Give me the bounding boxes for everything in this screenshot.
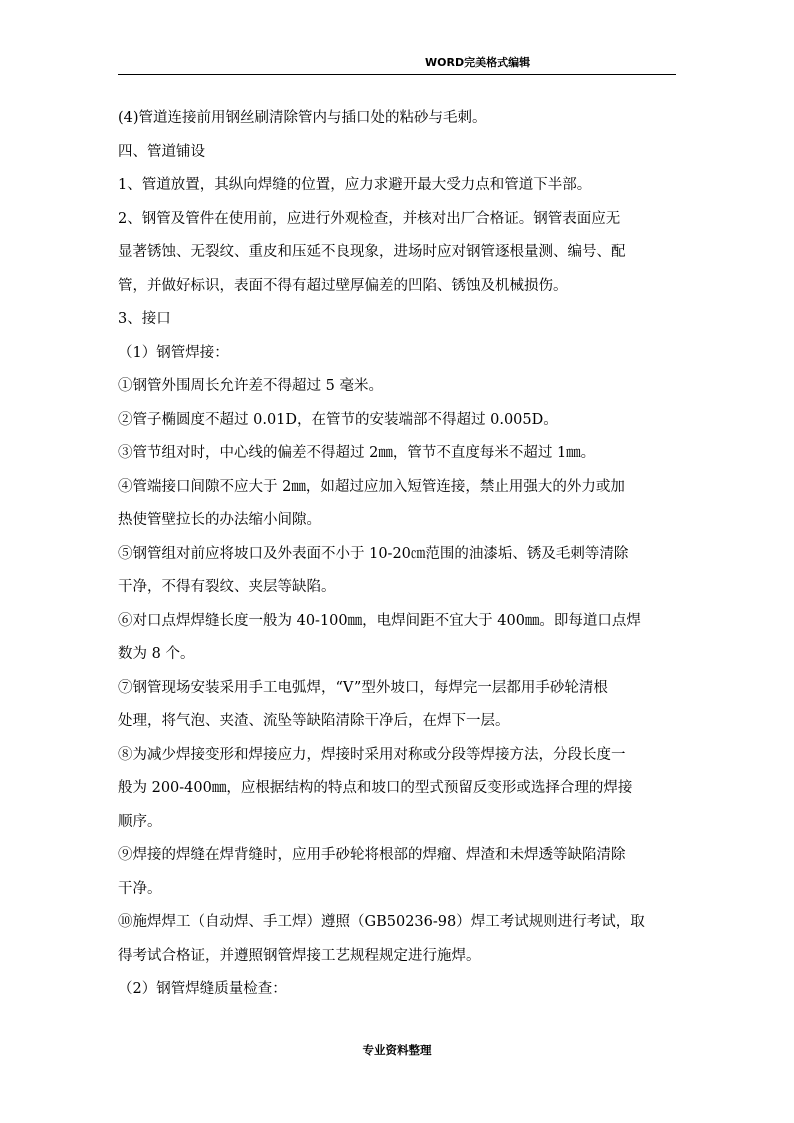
section-heading-pipe-laying: 四、管道铺设 [118, 143, 205, 160]
list-item-10: ⑩施焊焊工（自动焊、手工焊）遵照（GB50236-98）焊工考试规则进行考试，取 得考试合格证，并遵照钢管焊接工艺规程规定进行施焊。 [118, 914, 645, 964]
header-title: WORD完美格式编辑 [425, 56, 531, 69]
paragraph-pipe-placement: 1、管道放置，其纵向焊缝的位置，应力求避开最大受力点和管道下半部。 [118, 177, 592, 193]
list-item-5: ⑤钢管组对前应将坡口及外表面不小于 10-20㎝范围的油漆垢、锈及毛刺等清除 干净，不得有裂纹、夹层等缺陷。 [118, 545, 629, 595]
list-item-2: ②管子椭圆度不超过 0.01D，在管节的安装端部不得超过 0.005D。 [118, 411, 558, 428]
document-body [118, 102, 678, 1007]
subheading-welding: （1）钢管焊接： [118, 344, 229, 361]
paragraph-pipe-cleaning: (4)管道连接前用钢丝刷清除管内与插口处的粘砂与毛刺。 [118, 110, 487, 126]
list-item-3: ③管节组对时，中心线的偏差不得超过 2㎜，管节不直度每米不超过 1㎜。 [118, 445, 596, 461]
list-item-4: ④管端接口间隙不应大于 2㎜，如超过应加入短管连接，禁止用强大的外力或加 热使管壁拉长的办法缩小间隙。 [118, 478, 625, 528]
list-item-9: ⑨焊接的焊缝在焊背缝时，应用手砂轮将根部的焊瘤、焊渣和未焊透等缺陷清除 干净。 [118, 847, 626, 897]
list-item-1: ①钢管外围周长允许差不得超过 5 毫米。 [118, 378, 383, 394]
paragraph-inspection: 2、钢管及管件在使用前，应进行外观检查，并核对出厂合格证。钢管表面应无 显著锈蚀、无裂纹、重皮和压延不良现象，进场时应对钢管逐根量测、编号、配 管，并做好标识，表面不得有超过壁厚偏差的凹陷、锈蚀及机械损伤。 [118, 210, 626, 294]
page-header [118, 56, 676, 75]
footer-text: 专业资料整理 [362, 1043, 432, 1057]
list-item-6: ⑥对口点焊焊缝长度一般为 40-100㎜，电焊间距不宜大于 400㎜。即每道口点焊 数为 8 个。 [118, 612, 641, 662]
list-item-8: ⑧为减少焊接变形和焊接应力，焊接时采用对称或分段等焊接方法，分段长度一 般为 200-400㎜，应根据结构的特点和坡口的型式预留反变形或选择合理的焊接 顺序。 [118, 746, 633, 830]
list-item-7: ⑦钢管现场安装采用手工电弧焊，“V”型外坡口，每焊完一层都用手砂轮清根 处理，将气泡、夹渣、流坠等缺陷清除干净后，在焊下一层。 [118, 679, 608, 729]
page-footer [0, 1042, 794, 1058]
section-heading-joint: 3、接口 [118, 311, 171, 327]
subheading-weld-quality: （2）钢管焊缝质量检查： [118, 981, 287, 997]
